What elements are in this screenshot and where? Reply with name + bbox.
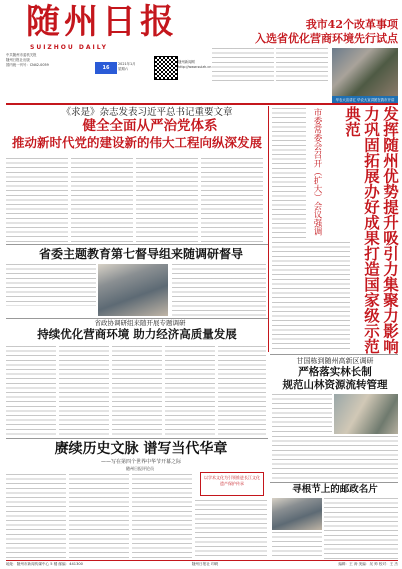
section-3-text-col-4 (165, 346, 215, 436)
section-4-headline: 赓续历史文脉 谱写当代华章 (54, 441, 228, 457)
date-month: 2021年1月 (118, 62, 136, 66)
section-2-headline: 省委主题教育第七督导组来随调研督导 (38, 247, 243, 261)
section-4-text-col-4 (195, 500, 267, 559)
right-mid-overline: 甘国栋到随州高新区调研 (296, 357, 374, 365)
footer-right: 编辑：王 涛 美编：吴 帅 校对：王 杰 (338, 562, 398, 566)
masthead-web: 随州新闻网 http://www.suizh.cn (178, 60, 212, 69)
top-right-headline-1: 我市42个改革事项 (305, 18, 398, 31)
right-mid-text-col-1 (272, 394, 332, 434)
vertical-divider (268, 106, 269, 352)
footer-rule (6, 560, 398, 561)
date-day: 16 (102, 65, 110, 71)
section-4-subhead: ——写在第四个世界中华节开幕之际 (100, 459, 181, 465)
masthead-sub2: 随州日报社出版 (6, 58, 30, 62)
top-right-photo-caption: 华农大宣讲汇 华农大宣讲团在我市开讲 (332, 96, 398, 104)
top-right-photo (332, 48, 398, 96)
section-4-byline: 随州日报评论员 (126, 466, 154, 471)
section-3-text-col-1 (6, 346, 56, 436)
inset-box: 以学术文化为引领推进长江文化遗产保护传承 (200, 472, 264, 496)
section-2-rule (6, 244, 268, 245)
footer-middle: 随州日报社 印刷 (191, 562, 219, 566)
right-text-col-1 (272, 108, 306, 238)
section-4-text-col-1 (6, 474, 66, 559)
right-mid-text-col-2 (272, 436, 398, 480)
section-3-overline: 省政协调研组来随开展专题调研 (94, 319, 186, 327)
section-4-rule (6, 438, 268, 439)
section-4-text-col-3 (132, 474, 192, 559)
right-mid-photo (334, 394, 398, 434)
right-bottom-text-col-2 (272, 532, 322, 559)
section-3-text-col-3 (112, 346, 162, 436)
lead-text-col-3 (136, 158, 198, 242)
right-bottom-photo (272, 498, 322, 530)
lead-headline-2: 推动新时代党的建设新的伟大工程向纵深发展 (11, 135, 262, 150)
masthead-sub1: 中共随州市委机关报 (6, 53, 37, 57)
section-2-photo (98, 264, 168, 316)
lead-text-col-4 (201, 158, 263, 242)
lead-text-col-1 (6, 158, 68, 242)
weekday: 星期六 (118, 67, 129, 71)
section-3-text-col-5 (218, 346, 266, 436)
right-mid-rule (270, 354, 398, 355)
section-3-headline: 持续优化营商环境 助力经济高质量发展 (37, 327, 237, 341)
lead-headline-1: 健全全面从严治党体系 (82, 118, 218, 134)
masthead-issue: 国内统一刊号：CN42-0059 (6, 63, 49, 67)
section-4-text-col-2 (69, 474, 129, 559)
right-bottom-text-col-1 (324, 498, 398, 559)
masthead-pinyin: SUIZHOU DAILY (30, 44, 108, 51)
section-2-text-col-1 (6, 264, 96, 306)
date-badge (95, 62, 117, 74)
section-2-text-col-2 (172, 264, 266, 316)
right-bottom-headline: 寻根节上的邮政名片 (292, 484, 378, 495)
right-vertical-headline: 发挥随州优势提升吸引力集聚力影响力巩固拓展办好成果打造国家级示范典范 (343, 106, 400, 354)
masthead-title: 随州日报 (26, 2, 178, 42)
right-mid-headline-2: 规范山林资源流转管理 (282, 379, 388, 391)
right-vertical-overline: 市委常委会召开（扩大）会议强调 (312, 108, 322, 236)
lead-text-col-2 (71, 158, 133, 242)
qr-code-icon (154, 56, 178, 80)
section-3-text-col-2 (59, 346, 109, 436)
masthead-rule (6, 103, 398, 105)
footer-left: 地址：随州市新闻传媒中心 5 楼 邮编：441300 (6, 562, 83, 566)
right-bottom-rule (270, 482, 398, 483)
lead-overline: 《求是》杂志发表习近平总书记重要文章 (61, 107, 233, 118)
top-right-text-col-2 (276, 48, 328, 84)
top-right-text-col-1 (212, 48, 274, 84)
top-right-headline-2: 入选省优化营商环境先行试点 (255, 32, 398, 45)
right-mid-headline-1: 严格落实林长制 (298, 366, 372, 378)
